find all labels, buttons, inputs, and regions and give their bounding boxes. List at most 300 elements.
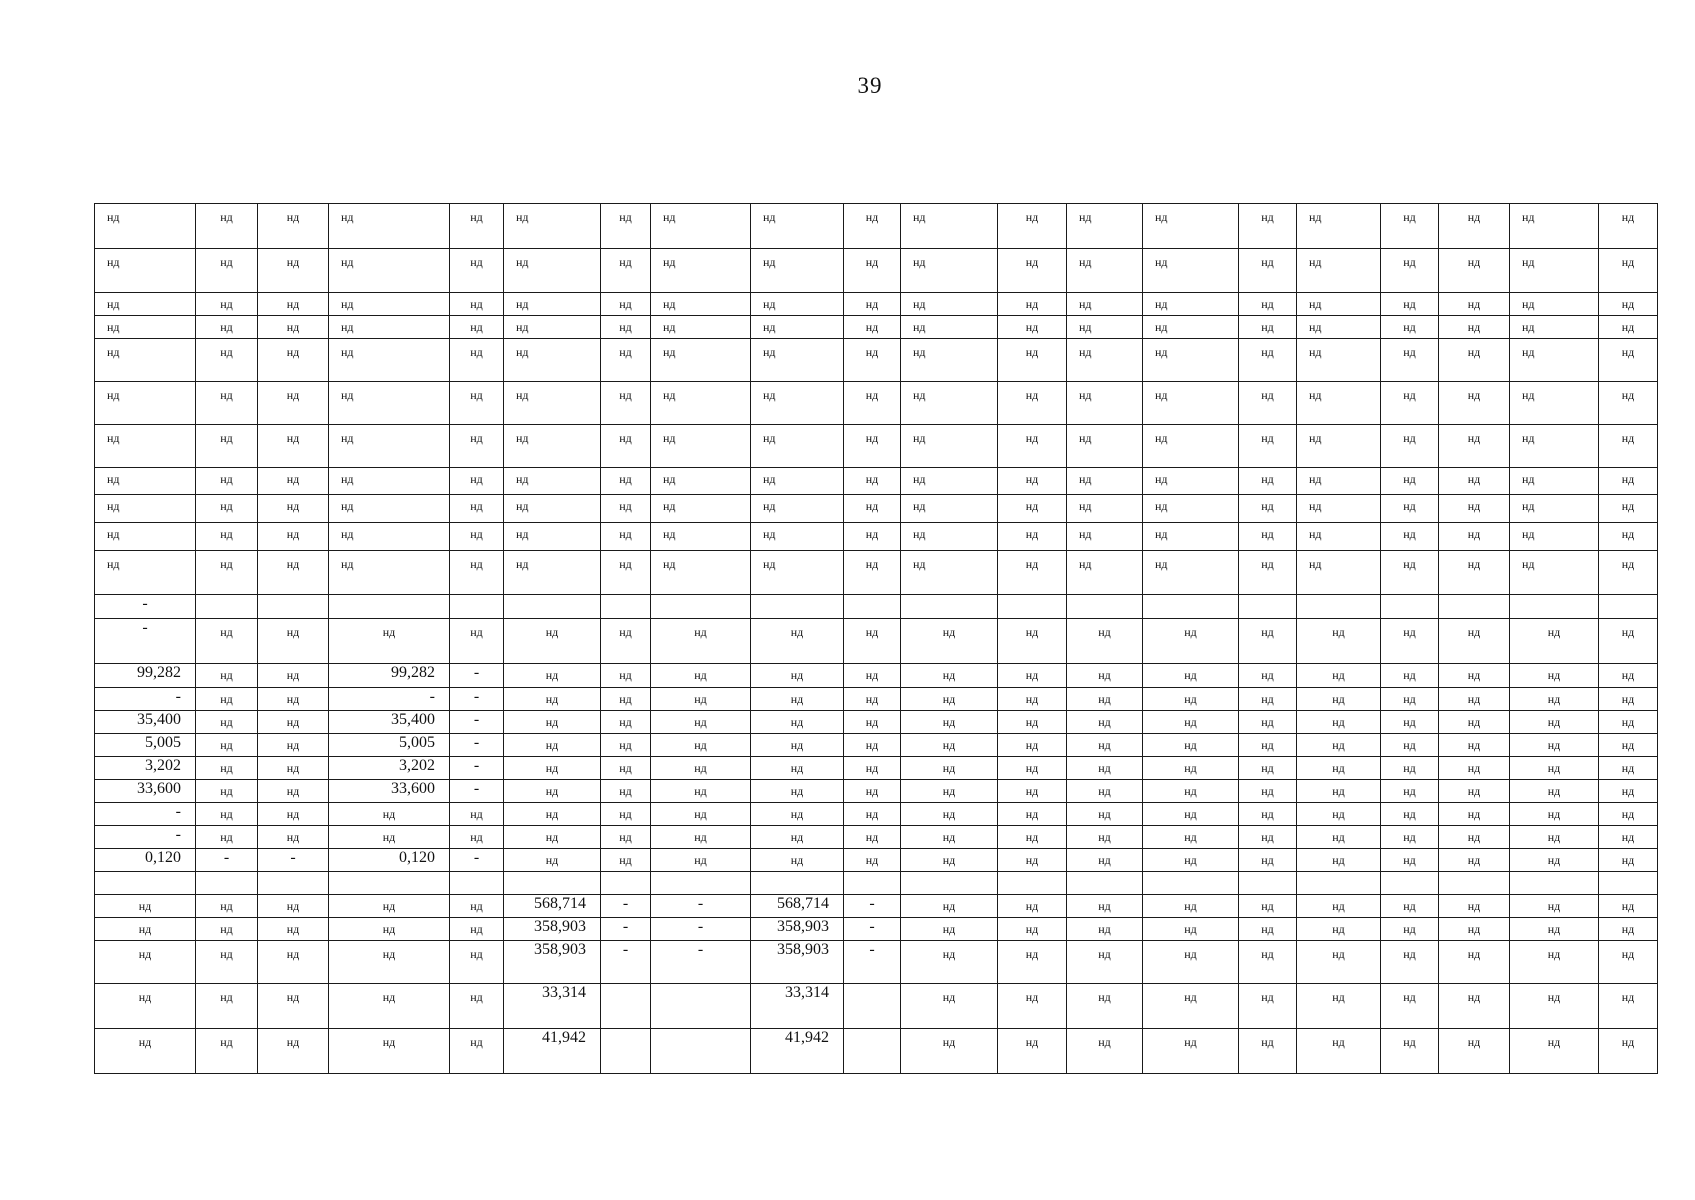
table-cell: нд — [196, 468, 258, 495]
table-cell: нд — [901, 918, 998, 941]
table-cell: нд — [1381, 523, 1439, 551]
table-cell: нд — [998, 468, 1067, 495]
table-cell: нд — [1510, 495, 1599, 523]
table-cell — [1067, 872, 1143, 895]
table-cell: нд — [95, 984, 196, 1029]
table-cell: нд — [1381, 425, 1439, 468]
table-cell: 33,314 — [504, 984, 601, 1029]
table-cell: нд — [95, 293, 196, 316]
table-cell: 99,282 — [329, 664, 450, 688]
table-cell: 568,714 — [504, 895, 601, 918]
table-cell: нд — [329, 425, 450, 468]
table-cell: нд — [196, 688, 258, 711]
table-cell: нд — [1067, 826, 1143, 849]
table-cell: нд — [998, 711, 1067, 734]
table-row — [95, 1029, 1658, 1074]
table-cell: нд — [901, 895, 998, 918]
table-cell: - — [95, 688, 196, 711]
table-cell: нд — [601, 826, 651, 849]
table-cell — [1297, 872, 1381, 895]
table-cell — [1067, 595, 1143, 619]
table-cell: нд — [1599, 711, 1658, 734]
table-cell: нд — [844, 523, 901, 551]
table-cell: нд — [450, 316, 504, 339]
page-number: 39 — [857, 73, 883, 98]
table-cell: нд — [751, 711, 844, 734]
table-cell: нд — [651, 425, 751, 468]
table-cell: нд — [1143, 316, 1239, 339]
table-cell: нд — [601, 688, 651, 711]
table-cell — [196, 595, 258, 619]
table-cell: нд — [450, 803, 504, 826]
table-cell: нд — [258, 918, 329, 941]
table-cell — [504, 595, 601, 619]
table-cell: нд — [1381, 1029, 1439, 1074]
table-cell: нд — [998, 895, 1067, 918]
table-cell: нд — [751, 849, 844, 872]
table-cell: нд — [95, 918, 196, 941]
table-cell: нд — [95, 1029, 196, 1074]
table-cell: нд — [196, 941, 258, 984]
table-cell: нд — [1381, 803, 1439, 826]
table-cell: нд — [998, 1029, 1067, 1074]
table-cell: нд — [1239, 803, 1297, 826]
table-cell: нд — [751, 688, 844, 711]
table-row — [95, 849, 1658, 872]
table-cell — [1381, 595, 1439, 619]
table-cell: нд — [1239, 468, 1297, 495]
table-cell: нд — [1297, 468, 1381, 495]
table-cell: нд — [1143, 495, 1239, 523]
table-cell: 35,400 — [329, 711, 450, 734]
table-cell: нд — [844, 204, 901, 249]
table-cell: нд — [1143, 339, 1239, 382]
table-cell: нд — [998, 918, 1067, 941]
table-cell — [844, 595, 901, 619]
table-cell: нд — [196, 757, 258, 780]
table-cell: нд — [329, 382, 450, 425]
table-cell: нд — [1439, 1029, 1510, 1074]
table-cell: нд — [1381, 826, 1439, 849]
table-cell: нд — [504, 551, 601, 595]
table-cell: нд — [1439, 895, 1510, 918]
table-row — [95, 688, 1658, 711]
table-cell: нд — [1143, 468, 1239, 495]
table-cell: нд — [1143, 803, 1239, 826]
table-cell: нд — [1297, 941, 1381, 984]
table-cell: нд — [1239, 619, 1297, 664]
table-cell: нд — [1439, 316, 1510, 339]
table-cell: нд — [258, 826, 329, 849]
table-cell: - — [450, 757, 504, 780]
table-cell: нд — [1239, 523, 1297, 551]
table-cell: нд — [1143, 918, 1239, 941]
table-cell: нд — [258, 619, 329, 664]
table-cell: нд — [95, 523, 196, 551]
table-cell: нд — [1381, 249, 1439, 293]
table-cell: нд — [844, 757, 901, 780]
table-cell: нд — [751, 495, 844, 523]
table-cell: 33,600 — [329, 780, 450, 803]
table-cell: нд — [651, 382, 751, 425]
table-cell: нд — [258, 551, 329, 595]
table-cell: нд — [504, 523, 601, 551]
table-cell: нд — [450, 1029, 504, 1074]
table-row — [95, 316, 1658, 339]
table-cell: нд — [450, 293, 504, 316]
table-cell: нд — [1239, 826, 1297, 849]
table-cell: нд — [1381, 382, 1439, 425]
table-cell: нд — [844, 468, 901, 495]
table-cell: нд — [1599, 1029, 1658, 1074]
table-cell: нд — [844, 688, 901, 711]
table-cell: нд — [1067, 757, 1143, 780]
table-cell: нд — [1239, 204, 1297, 249]
table-cell: нд — [1510, 293, 1599, 316]
table-cell: нд — [95, 249, 196, 293]
table-cell: нд — [651, 339, 751, 382]
table-cell — [1599, 595, 1658, 619]
table-cell: нд — [1510, 1029, 1599, 1074]
table-cell: нд — [1381, 918, 1439, 941]
table-cell: - — [196, 849, 258, 872]
table-cell: нд — [1297, 734, 1381, 757]
table-cell: нд — [1067, 249, 1143, 293]
table-cell: - — [450, 688, 504, 711]
table-cell: нд — [258, 984, 329, 1029]
table-cell: нд — [1067, 895, 1143, 918]
table-cell: нд — [1381, 316, 1439, 339]
table-cell: нд — [95, 895, 196, 918]
table-cell: нд — [844, 826, 901, 849]
table-cell: нд — [844, 339, 901, 382]
table-cell: нд — [95, 339, 196, 382]
table-cell: нд — [751, 523, 844, 551]
table-cell — [258, 872, 329, 895]
table-cell: - — [601, 895, 651, 918]
table-cell: нд — [1067, 339, 1143, 382]
table-cell: нд — [258, 204, 329, 249]
table-cell: нд — [651, 780, 751, 803]
table-cell: нд — [751, 204, 844, 249]
table-cell: нд — [1510, 711, 1599, 734]
table-cell: нд — [1381, 293, 1439, 316]
table-cell: нд — [504, 849, 601, 872]
table-cell: - — [651, 895, 751, 918]
table-cell: нд — [1239, 895, 1297, 918]
table-cell: нд — [329, 249, 450, 293]
table-row — [95, 595, 1658, 619]
table-cell: нд — [901, 551, 998, 595]
table-cell — [844, 1029, 901, 1074]
table-cell — [1510, 595, 1599, 619]
table-cell: 35,400 — [95, 711, 196, 734]
table-cell: нд — [901, 204, 998, 249]
table-cell: нд — [504, 293, 601, 316]
table-cell: нд — [1297, 711, 1381, 734]
table-cell: нд — [901, 382, 998, 425]
table-cell: нд — [1599, 425, 1658, 468]
table-cell: нд — [1439, 941, 1510, 984]
table-cell: нд — [651, 803, 751, 826]
table-cell: нд — [844, 425, 901, 468]
table-cell: нд — [329, 826, 450, 849]
table-cell: нд — [998, 382, 1067, 425]
table-cell: нд — [196, 382, 258, 425]
table-cell: нд — [1297, 984, 1381, 1029]
table-cell — [751, 595, 844, 619]
table-cell: нд — [1143, 249, 1239, 293]
table-cell: нд — [1510, 984, 1599, 1029]
table-cell: нд — [601, 757, 651, 780]
table-cell: нд — [1599, 551, 1658, 595]
table-cell: нд — [998, 757, 1067, 780]
table-cell: нд — [1297, 495, 1381, 523]
table-cell — [1239, 595, 1297, 619]
table-cell: нд — [901, 249, 998, 293]
table-cell: нд — [901, 688, 998, 711]
table-cell: нд — [998, 849, 1067, 872]
table-cell: 358,903 — [751, 941, 844, 984]
table-cell: нд — [1143, 849, 1239, 872]
table-cell: нд — [1143, 1029, 1239, 1074]
table-row — [95, 293, 1658, 316]
table-cell: нд — [196, 1029, 258, 1074]
table-cell: нд — [450, 495, 504, 523]
table-cell: нд — [1239, 711, 1297, 734]
table-cell: нд — [1510, 382, 1599, 425]
table-cell: нд — [1143, 204, 1239, 249]
table-cell: нд — [504, 688, 601, 711]
table-cell: нд — [329, 941, 450, 984]
table-cell: нд — [1297, 523, 1381, 551]
table-cell: нд — [329, 339, 450, 382]
table-cell: нд — [329, 495, 450, 523]
table-cell: нд — [1599, 619, 1658, 664]
table-cell: нд — [1439, 734, 1510, 757]
table-cell: нд — [651, 523, 751, 551]
table-cell: нд — [1297, 826, 1381, 849]
table-cell: нд — [450, 249, 504, 293]
table-cell: нд — [1599, 984, 1658, 1029]
table-cell: нд — [601, 316, 651, 339]
table-cell: нд — [450, 895, 504, 918]
table-cell: нд — [901, 664, 998, 688]
table-cell: нд — [1510, 780, 1599, 803]
table-cell: нд — [601, 293, 651, 316]
table-cell: нд — [998, 316, 1067, 339]
table-cell — [844, 872, 901, 895]
table-cell: нд — [901, 293, 998, 316]
table-cell: нд — [1510, 468, 1599, 495]
table-cell: нд — [258, 468, 329, 495]
table-cell: нд — [1143, 941, 1239, 984]
table-cell: нд — [1439, 688, 1510, 711]
table-cell — [601, 1029, 651, 1074]
table-cell: нд — [1510, 204, 1599, 249]
table-cell: - — [95, 826, 196, 849]
table-cell: нд — [258, 780, 329, 803]
table-cell: нд — [998, 780, 1067, 803]
table-cell: нд — [601, 339, 651, 382]
table-cell — [601, 984, 651, 1029]
table-cell: нд — [504, 803, 601, 826]
table-row — [95, 918, 1658, 941]
table-cell: нд — [998, 984, 1067, 1029]
table-cell: нд — [1599, 734, 1658, 757]
table-body — [95, 204, 1658, 1074]
table-cell: нд — [1439, 495, 1510, 523]
table-cell: нд — [998, 941, 1067, 984]
table-cell: нд — [1381, 895, 1439, 918]
table-cell: нд — [998, 495, 1067, 523]
table-cell: нд — [751, 826, 844, 849]
table-cell: нд — [601, 523, 651, 551]
table-cell: нд — [751, 468, 844, 495]
table-cell: нд — [1599, 664, 1658, 688]
table-cell — [1439, 872, 1510, 895]
table-cell: нд — [1239, 339, 1297, 382]
table-cell: нд — [844, 495, 901, 523]
table-cell: нд — [1067, 316, 1143, 339]
table-cell: нд — [504, 382, 601, 425]
table-cell: нд — [998, 664, 1067, 688]
table-cell: нд — [1439, 204, 1510, 249]
table-row — [95, 249, 1658, 293]
table-row — [95, 711, 1658, 734]
table-cell: нд — [601, 734, 651, 757]
table-cell: нд — [329, 895, 450, 918]
table-cell: нд — [504, 495, 601, 523]
table-cell: нд — [651, 249, 751, 293]
table-row — [95, 872, 1658, 895]
table-cell: нд — [504, 780, 601, 803]
table-cell: нд — [1510, 803, 1599, 826]
table-cell: - — [450, 734, 504, 757]
table-cell: 568,714 — [751, 895, 844, 918]
table-cell: нд — [1381, 849, 1439, 872]
table-cell: нд — [901, 984, 998, 1029]
table-cell: нд — [601, 780, 651, 803]
table-cell: нд — [258, 941, 329, 984]
table-cell: нд — [998, 688, 1067, 711]
table-cell: 3,202 — [329, 757, 450, 780]
table-cell: нд — [901, 757, 998, 780]
table-cell — [504, 872, 601, 895]
table-cell: нд — [1297, 780, 1381, 803]
table-cell: нд — [504, 204, 601, 249]
table-cell: нд — [901, 339, 998, 382]
table-cell: нд — [601, 425, 651, 468]
table-cell: нд — [95, 551, 196, 595]
table-cell: нд — [1599, 780, 1658, 803]
table-cell: нд — [1143, 619, 1239, 664]
table-cell: нд — [450, 941, 504, 984]
table-cell: нд — [1143, 688, 1239, 711]
table-cell: нд — [196, 664, 258, 688]
table-cell: нд — [1067, 803, 1143, 826]
table-cell — [1510, 872, 1599, 895]
table-cell: нд — [1381, 780, 1439, 803]
table-cell: - — [329, 688, 450, 711]
table-cell: нд — [651, 293, 751, 316]
table-cell: нд — [1510, 918, 1599, 941]
table-cell: нд — [196, 316, 258, 339]
table-cell: нд — [504, 757, 601, 780]
table-cell: нд — [504, 249, 601, 293]
table-cell: нд — [1510, 734, 1599, 757]
table-cell — [329, 595, 450, 619]
table-cell: нд — [329, 1029, 450, 1074]
table-cell: нд — [450, 619, 504, 664]
table-cell: нд — [1239, 757, 1297, 780]
table-cell: нд — [1599, 316, 1658, 339]
table-cell — [901, 872, 998, 895]
table-cell: нд — [504, 711, 601, 734]
table-cell: нд — [1381, 734, 1439, 757]
table-cell: нд — [1510, 425, 1599, 468]
table-cell: нд — [1067, 425, 1143, 468]
table-row — [95, 523, 1658, 551]
table-cell: нд — [258, 895, 329, 918]
table-cell: нд — [1439, 249, 1510, 293]
table-cell: нд — [1599, 849, 1658, 872]
table-cell: - — [450, 711, 504, 734]
table-cell: нд — [1067, 984, 1143, 1029]
table-cell: нд — [901, 425, 998, 468]
table-row — [95, 204, 1658, 249]
table-cell: нд — [651, 826, 751, 849]
table-cell: нд — [1381, 339, 1439, 382]
table-cell: нд — [1067, 619, 1143, 664]
table-cell: нд — [1381, 619, 1439, 664]
table-row — [95, 551, 1658, 595]
table-cell: - — [95, 595, 196, 619]
table-cell: нд — [196, 619, 258, 664]
table-cell — [329, 872, 450, 895]
table-cell: нд — [1439, 551, 1510, 595]
table-cell: нд — [1439, 664, 1510, 688]
table-cell: нд — [1599, 803, 1658, 826]
table-cell: нд — [1067, 551, 1143, 595]
table-cell: нд — [1143, 551, 1239, 595]
table-cell: нд — [196, 249, 258, 293]
table-cell: нд — [1381, 711, 1439, 734]
table-cell: нд — [1067, 664, 1143, 688]
table-cell: 3,202 — [95, 757, 196, 780]
table-cell: нд — [504, 619, 601, 664]
table-cell: нд — [844, 734, 901, 757]
table-cell: нд — [1381, 664, 1439, 688]
table-cell: нд — [1510, 895, 1599, 918]
table-cell — [1143, 872, 1239, 895]
table-cell: нд — [196, 204, 258, 249]
table-cell: нд — [1510, 849, 1599, 872]
table-cell: нд — [450, 826, 504, 849]
table-cell — [601, 595, 651, 619]
table-cell: нд — [196, 984, 258, 1029]
table-cell: нд — [1143, 826, 1239, 849]
table-cell: нд — [1439, 293, 1510, 316]
table-cell: нд — [258, 711, 329, 734]
table-cell: нд — [1381, 757, 1439, 780]
table-cell: нд — [601, 249, 651, 293]
table-cell: нд — [901, 849, 998, 872]
table-cell: нд — [1239, 293, 1297, 316]
table-cell: нд — [1599, 757, 1658, 780]
table-cell: - — [844, 895, 901, 918]
table-cell: нд — [450, 468, 504, 495]
